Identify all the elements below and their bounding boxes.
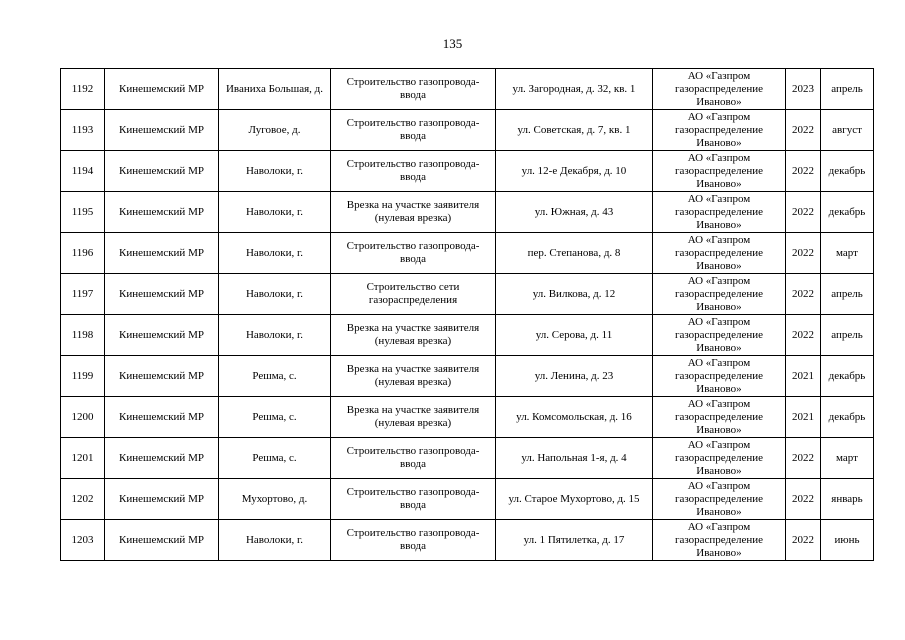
year-cell: 2022 bbox=[786, 151, 821, 192]
district-cell: Кинешемский МР bbox=[105, 233, 219, 274]
address-cell: ул. Серова, д. 11 bbox=[496, 315, 653, 356]
year-cell: 2022 bbox=[786, 233, 821, 274]
month-cell: декабрь bbox=[821, 397, 874, 438]
work-type-cell: Врезка на участке заявителя (нулевая врезка) bbox=[331, 192, 496, 233]
organization-cell: АО «Газпром газораспределение Иваново» bbox=[653, 233, 786, 274]
work-type-cell: Строительство газопровода-ввода bbox=[331, 110, 496, 151]
address-cell: пер. Степанова, д. 8 bbox=[496, 233, 653, 274]
row-number-cell: 1200 bbox=[61, 397, 105, 438]
table-row bbox=[61, 520, 874, 561]
table-row bbox=[61, 438, 874, 479]
organization-cell: АО «Газпром газораспределение Иваново» bbox=[653, 397, 786, 438]
month-cell: июнь bbox=[821, 520, 874, 561]
year-cell: 2023 bbox=[786, 69, 821, 110]
locality-cell: Наволоки, г. bbox=[219, 192, 331, 233]
work-type-cell: Строительство газопровода-ввода bbox=[331, 233, 496, 274]
month-cell: апрель bbox=[821, 315, 874, 356]
work-type-cell: Строительство сети газораспределения bbox=[331, 274, 496, 315]
work-type-cell: Строительство газопровода-ввода bbox=[331, 438, 496, 479]
address-cell: ул. Загородная, д. 32, кв. 1 bbox=[496, 69, 653, 110]
locality-cell: Наволоки, г. bbox=[219, 233, 331, 274]
work-type-cell: Строительство газопровода-ввода bbox=[331, 69, 496, 110]
month-cell: декабрь bbox=[821, 192, 874, 233]
locality-cell: Луговое, д. bbox=[219, 110, 331, 151]
table-row bbox=[61, 315, 874, 356]
organization-cell: АО «Газпром газораспределение Иваново» bbox=[653, 479, 786, 520]
district-cell: Кинешемский МР bbox=[105, 397, 219, 438]
address-cell: ул. 12-е Декабря, д. 10 bbox=[496, 151, 653, 192]
locality-cell: Наволоки, г. bbox=[219, 520, 331, 561]
table-row bbox=[61, 233, 874, 274]
table-row bbox=[61, 397, 874, 438]
row-number-cell: 1198 bbox=[61, 315, 105, 356]
month-cell: январь bbox=[821, 479, 874, 520]
row-number-cell: 1193 bbox=[61, 110, 105, 151]
table-row bbox=[61, 356, 874, 397]
table-row bbox=[61, 110, 874, 151]
work-type-cell: Строительство газопровода-ввода bbox=[331, 520, 496, 561]
month-cell: апрель bbox=[821, 274, 874, 315]
table-row bbox=[61, 479, 874, 520]
organization-cell: АО «Газпром газораспределение Иваново» bbox=[653, 438, 786, 479]
page-number: 135 bbox=[442, 36, 463, 51]
organization-cell: АО «Газпром газораспределение Иваново» bbox=[653, 274, 786, 315]
district-cell: Кинешемский МР bbox=[105, 520, 219, 561]
year-cell: 2022 bbox=[786, 110, 821, 151]
row-number-cell: 1203 bbox=[61, 520, 105, 561]
year-cell: 2022 bbox=[786, 192, 821, 233]
row-number-cell: 1194 bbox=[61, 151, 105, 192]
district-cell: Кинешемский МР bbox=[105, 438, 219, 479]
work-type-cell: Врезка на участке заявителя (нулевая врезка) bbox=[331, 397, 496, 438]
district-cell: Кинешемский МР bbox=[105, 356, 219, 397]
year-cell: 2021 bbox=[786, 397, 821, 438]
locality-cell: Мухортово, д. bbox=[219, 479, 331, 520]
work-type-cell: Врезка на участке заявителя (нулевая врезка) bbox=[331, 356, 496, 397]
district-cell: Кинешемский МР bbox=[105, 192, 219, 233]
organization-cell: АО «Газпром газораспределение Иваново» bbox=[653, 520, 786, 561]
address-cell: ул. Советская, д. 7, кв. 1 bbox=[496, 110, 653, 151]
organization-cell: АО «Газпром газораспределение Иваново» bbox=[653, 110, 786, 151]
locality-cell: Наволоки, г. bbox=[219, 151, 331, 192]
organization-cell: АО «Газпром газораспределение Иваново» bbox=[653, 192, 786, 233]
address-cell: ул. 1 Пятилетка, д. 17 bbox=[496, 520, 653, 561]
month-cell: август bbox=[821, 110, 874, 151]
year-cell: 2022 bbox=[786, 315, 821, 356]
locality-cell: Иваниха Большая, д. bbox=[219, 69, 331, 110]
district-cell: Кинешемский МР bbox=[105, 315, 219, 356]
gas-connection-table bbox=[60, 68, 874, 561]
work-type-cell: Врезка на участке заявителя (нулевая врезка) bbox=[331, 315, 496, 356]
row-number-cell: 1202 bbox=[61, 479, 105, 520]
row-number-cell: 1199 bbox=[61, 356, 105, 397]
year-cell: 2022 bbox=[786, 479, 821, 520]
month-cell: декабрь bbox=[821, 356, 874, 397]
month-cell: декабрь bbox=[821, 151, 874, 192]
address-cell: ул. Ленина, д. 23 bbox=[496, 356, 653, 397]
table-body bbox=[61, 69, 874, 561]
year-cell: 2021 bbox=[786, 356, 821, 397]
row-number-cell: 1196 bbox=[61, 233, 105, 274]
year-cell: 2022 bbox=[786, 520, 821, 561]
organization-cell: АО «Газпром газораспределение Иваново» bbox=[653, 315, 786, 356]
table-row bbox=[61, 192, 874, 233]
address-cell: ул. Южная, д. 43 bbox=[496, 192, 653, 233]
district-cell: Кинешемский МР bbox=[105, 274, 219, 315]
row-number-cell: 1195 bbox=[61, 192, 105, 233]
district-cell: Кинешемский МР bbox=[105, 69, 219, 110]
organization-cell: АО «Газпром газораспределение Иваново» bbox=[653, 151, 786, 192]
row-number-cell: 1197 bbox=[61, 274, 105, 315]
district-cell: Кинешемский МР bbox=[105, 110, 219, 151]
row-number-cell: 1201 bbox=[61, 438, 105, 479]
locality-cell: Наволоки, г. bbox=[219, 315, 331, 356]
address-cell: ул. Вилкова, д. 12 bbox=[496, 274, 653, 315]
year-cell: 2022 bbox=[786, 274, 821, 315]
table-row bbox=[61, 69, 874, 110]
address-cell: ул. Напольная 1-я, д. 4 bbox=[496, 438, 653, 479]
organization-cell: АО «Газпром газораспределение Иваново» bbox=[653, 356, 786, 397]
district-cell: Кинешемский МР bbox=[105, 479, 219, 520]
organization-cell: АО «Газпром газораспределение Иваново» bbox=[653, 69, 786, 110]
locality-cell: Решма, с. bbox=[219, 356, 331, 397]
month-cell: март bbox=[821, 233, 874, 274]
work-type-cell: Строительство газопровода-ввода bbox=[331, 479, 496, 520]
row-number-cell: 1192 bbox=[61, 69, 105, 110]
address-cell: ул. Старое Мухортово, д. 15 bbox=[496, 479, 653, 520]
year-cell: 2022 bbox=[786, 438, 821, 479]
address-cell: ул. Комсомольская, д. 16 bbox=[496, 397, 653, 438]
locality-cell: Наволоки, г. bbox=[219, 274, 331, 315]
month-cell: март bbox=[821, 438, 874, 479]
month-cell: апрель bbox=[821, 69, 874, 110]
locality-cell: Решма, с. bbox=[219, 438, 331, 479]
locality-cell: Решма, с. bbox=[219, 397, 331, 438]
table-row bbox=[61, 274, 874, 315]
district-cell: Кинешемский МР bbox=[105, 151, 219, 192]
table-row bbox=[61, 151, 874, 192]
work-type-cell: Строительство газопровода-ввода bbox=[331, 151, 496, 192]
